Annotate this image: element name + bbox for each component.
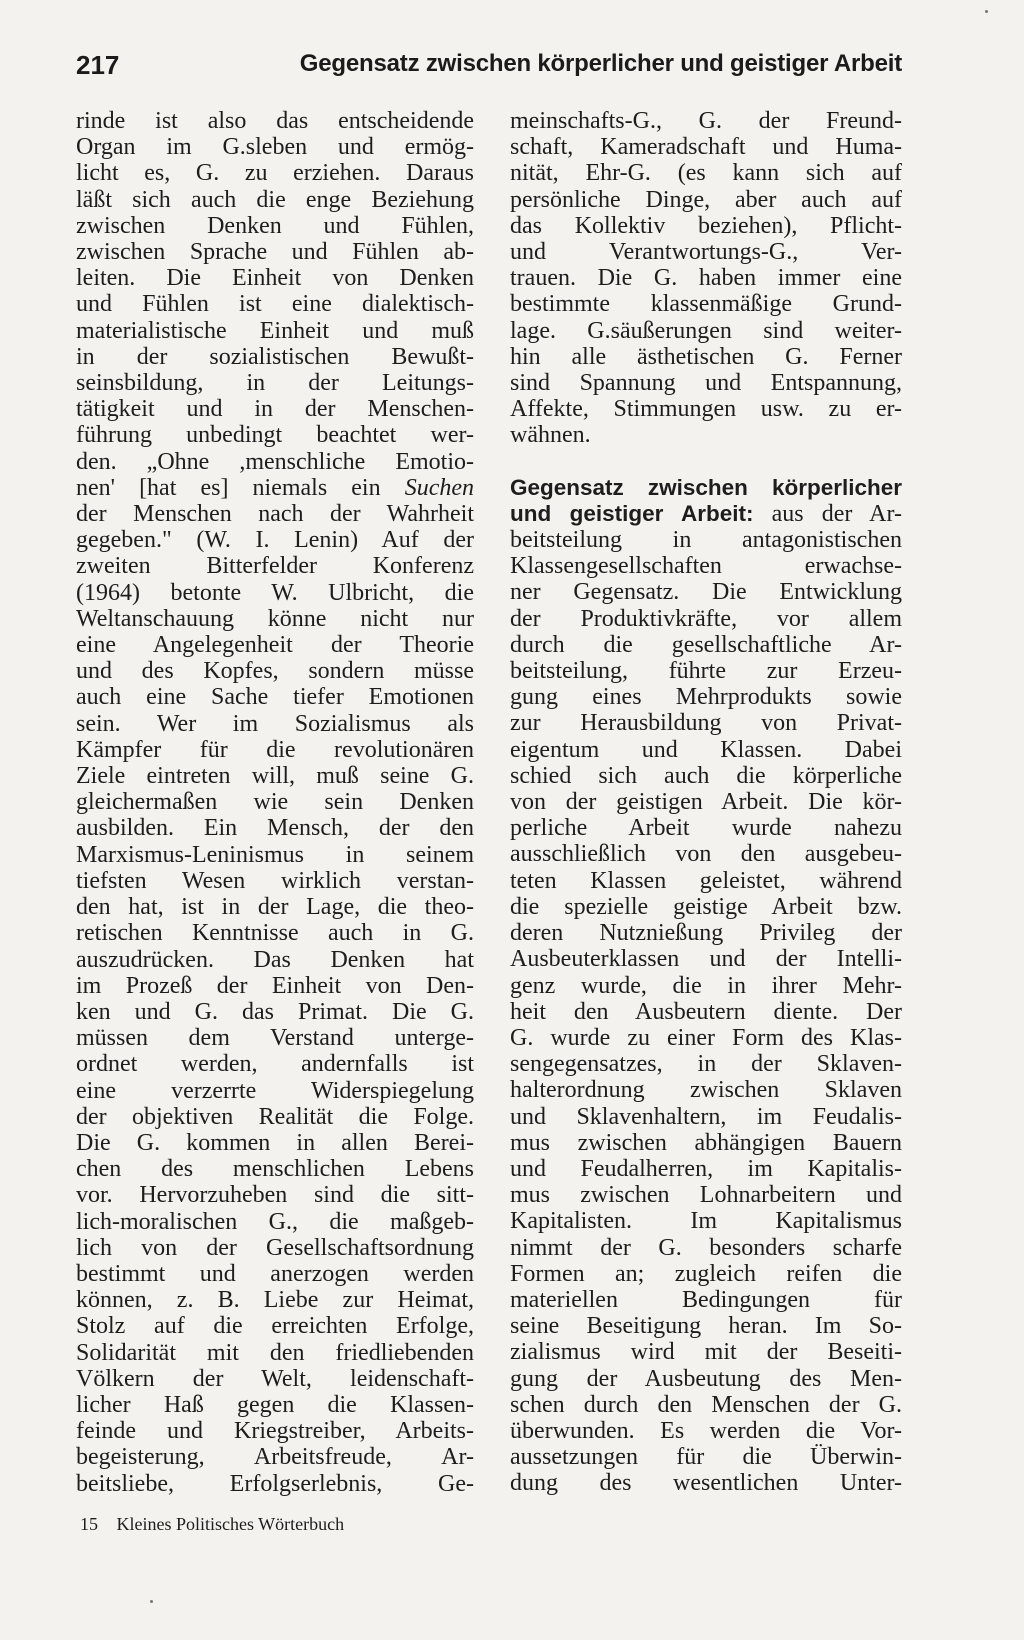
text-line: G. wurde zu einer Form des Klas- (510, 1024, 902, 1051)
text-line: beitsliebe, Erfolgserlebnis, Ge- (76, 1470, 474, 1497)
text-line: der objektiven Realität die Folge. (76, 1103, 474, 1130)
text-line: wähnen. (510, 422, 591, 449)
text-line: deren Nutznießung Privileg der (510, 920, 902, 947)
text-line: rinde ist also das entscheidende (76, 108, 474, 134)
text-line: feinde und Kriegstreiber, Arbeits- (76, 1418, 474, 1445)
text-line: chen des menschlichen Lebens (76, 1156, 474, 1183)
text-line: perliche Arbeit wurde nahezu (510, 815, 902, 842)
text-line: vor. Hervorzuheben sind die sitt- (76, 1182, 474, 1209)
paper-speck (985, 10, 988, 13)
text-line: seine Beseitigung heran. Im So- (510, 1313, 902, 1340)
text-line: Stolz auf die erreichten Erfolge, (76, 1313, 474, 1340)
text-line: schaft, Kameradschaft und Huma- (510, 134, 902, 161)
running-title: Gegensatz zwischen körperlicher und geistiger Arbeit (299, 50, 902, 77)
text-line: müssen dem Verstand unterge- (76, 1025, 474, 1052)
text-line: materialistische Einheit und muß (76, 317, 474, 344)
text-line: eine Angelegenheit der Theorie (76, 632, 474, 659)
paper-speck (150, 1600, 153, 1603)
text-line: nimmt der G. besonders scharfe (510, 1234, 902, 1261)
text-line: lage. G.säußerungen sind weiter- (510, 317, 902, 344)
text-line: ken und G. das Primat. Die G. (76, 998, 474, 1025)
text-line: zialismus wird mit der Beseiti- (510, 1339, 902, 1366)
text-line: durch die gesellschaftliche Ar- (510, 631, 902, 658)
text-line: ner Gegensatz. Die Entwicklung (510, 579, 902, 606)
text-line: aussetzungen für die Überwin- (510, 1444, 902, 1471)
text-line: und des Kopfes, sondern müsse (76, 658, 474, 685)
text-line: ordnet werden, andernfalls ist (76, 1051, 474, 1078)
text-line: heit den Ausbeutern diente. Der (510, 998, 902, 1025)
text-line: gung der Ausbeutung des Men- (510, 1365, 902, 1392)
text-line: ausbilden. Ein Mensch, der den (76, 815, 474, 842)
text-line: tätigkeit und in der Menschen- (76, 396, 474, 423)
text-line: gegeben." (W. I. Lenin) Auf der (76, 527, 474, 554)
text-line: und Sklavenhaltern, im Feudalis- (510, 1103, 902, 1130)
text-line: Völkern der Welt, leidenschaft- (76, 1365, 474, 1392)
text-line: überwunden. Es werden die Vor- (510, 1417, 902, 1444)
text-line: lich von der Gesellschaftsordnung (76, 1234, 474, 1261)
page-header (76, 50, 902, 90)
page-footer (80, 1514, 344, 1535)
text-line: hin alle ästhetischen G. Ferner (510, 343, 902, 370)
text-line: ausschließlich von den ausgebeu- (510, 841, 902, 868)
text-line: den. „Ohne ,menschliche Emotio- (76, 448, 474, 475)
text-line: der Produktivkräfte, vor allem (510, 605, 902, 632)
text-line: Formen an; zugleich reifen die (510, 1260, 902, 1287)
text-line: gung eines Mehrprodukts sowie (510, 684, 902, 711)
entry-headword-line (510, 501, 902, 527)
text-line: materiellen Bedingungen für (510, 1286, 902, 1313)
text-line: zur Herausbildung von Privat- (510, 710, 902, 737)
previous-entry-continuation (510, 108, 902, 449)
text-line: genz wurde, die in ihrer Mehr- (510, 972, 902, 999)
text-line: retischen Kenntnisse auch in G. (76, 920, 474, 947)
text-line: Die G. kommen in allen Berei- (76, 1129, 474, 1156)
text-line: das Kollektiv beziehen), Pflicht- (510, 212, 902, 239)
text-line: können, z. B. Liebe zur Heimat, (76, 1287, 474, 1314)
text-line: leiten. Die Einheit von Denken (76, 265, 474, 292)
entry-spacer (510, 449, 902, 475)
text-line: bestimmte klassenmäßige Grund- (510, 291, 902, 318)
text-line: beitsteilung in antagonistischen (510, 527, 902, 554)
text-line: licher Haß gegen die Klassen- (76, 1391, 474, 1418)
text-line: und Feudalherren, im Kapitalis- (510, 1155, 902, 1182)
text-line: lich-moralischen G., die maßgeb- (76, 1208, 474, 1235)
text-line: auch eine Sache tiefer Emotionen (76, 684, 474, 711)
text-line: sein. Wer im Sozialismus als (76, 710, 474, 737)
text-line: und Fühlen ist eine dialektisch- (76, 291, 474, 318)
page-number: 217 (76, 50, 120, 80)
text-line: eine verzerrte Widerspiegelung (76, 1077, 474, 1104)
text-line: halterordnung zwischen Sklaven (510, 1077, 902, 1104)
text-line: läßt sich auch die enge Beziehung (76, 186, 474, 213)
entry-text: aus der Ar- (753, 500, 902, 527)
text-line: mus zwischen abhängigen Bauern (510, 1129, 902, 1156)
text-line: teten Klassen geleistet, während (510, 867, 902, 894)
text-line: beitsteilung, führte zur Erzeu- (510, 658, 902, 685)
text-line: zwischen Denken und Fühlen, (76, 212, 474, 239)
text-line: führung unbedingt beachtet wer- (76, 422, 474, 449)
text-line: schen durch den Menschen der G. (510, 1391, 902, 1418)
text-line: Klassengesellschaften erwachse- (510, 553, 902, 580)
text-line: in der sozialistischen Bewußt- (76, 343, 474, 370)
text-line: trauen. Die G. haben immer eine (510, 265, 902, 292)
text-line: eigentum und Klassen. Dabei (510, 736, 902, 763)
left-text-column (76, 108, 474, 1497)
entry-headword-line (510, 475, 902, 501)
text-line: gleichermaßen wie sein Denken (76, 789, 474, 816)
book-title: Kleines Politisches Wörterbuch (116, 1514, 345, 1534)
text-line: von der geistigen Arbeit. Die kör- (510, 789, 902, 816)
text-line: begeisterung, Arbeitsfreude, Ar- (76, 1444, 474, 1471)
entry-headword: und geistiger Arbeit: (510, 500, 754, 526)
right-text-column (510, 108, 902, 1497)
text-line: Organ im G.sleben und ermög- (76, 134, 474, 161)
text-line: Weltanschauung könne nicht nur (76, 605, 474, 632)
text-line: meinschafts-G., G. der Freund- (510, 108, 902, 134)
text-line: licht es, G. zu erziehen. Daraus (76, 160, 474, 187)
text-line: Ausbeuterklassen und der Intelli- (510, 946, 902, 973)
text-line: dung des wesentlichen Unter- (510, 1470, 902, 1497)
text-line: die spezielle geistige Arbeit bzw. (510, 893, 902, 920)
text-line: auszudrücken. Das Denken hat (76, 946, 474, 973)
text-line: sengegensatzes, in der Sklaven- (510, 1051, 902, 1078)
text-line: Kapitalisten. Im Kapitalismus (510, 1208, 902, 1235)
text-line: Marxismus-Leninismus in seinem (76, 841, 474, 868)
text-line: Kämpfer für die revolutionären (76, 736, 474, 763)
text-line: schied sich auch die körperliche (510, 762, 902, 789)
text-line: tiefsten Wesen wirklich verstan- (76, 867, 474, 894)
text-line: und Verantwortungs-G., Ver- (510, 239, 902, 266)
text-line: persönliche Dinge, aber auch auf (510, 186, 902, 213)
text-line: nität, Ehr-G. (es kann sich auf (510, 160, 902, 187)
text-line: zweiten Bitterfelder Konferenz (76, 553, 474, 580)
printer-signature: 15 (80, 1514, 98, 1534)
dictionary-entry (510, 475, 902, 1497)
text-line: Ziele eintreten will, muß seine G. (76, 763, 474, 790)
text-line: sind Spannung und Entspannung, (510, 370, 902, 397)
text-line: seinsbildung, in der Leitungs- (76, 370, 474, 397)
text-line: mus zwischen Lohnarbeitern und (510, 1182, 902, 1209)
text-line: den hat, ist in der Lage, die theo- (76, 894, 474, 921)
text-line: der Menschen nach der Wahrheit (76, 501, 474, 528)
text-line: Affekte, Stimmungen usw. zu er- (510, 396, 902, 423)
text-line: bestimmt und anerzogen werden (76, 1260, 474, 1287)
text-line: (1964) betonte W. Ulbricht, die (76, 579, 474, 606)
text-line: Solidarität mit den friedliebenden (76, 1339, 474, 1366)
text-line: nen' [hat es] niemals ein Suchen (76, 474, 474, 501)
text-line: im Prozeß der Einheit von Den- (76, 972, 474, 999)
entry-body (510, 527, 902, 1497)
entry-headword: Gegensatz zwischen körperlicher (510, 474, 902, 500)
text-line: zwischen Sprache und Fühlen ab- (76, 239, 474, 266)
